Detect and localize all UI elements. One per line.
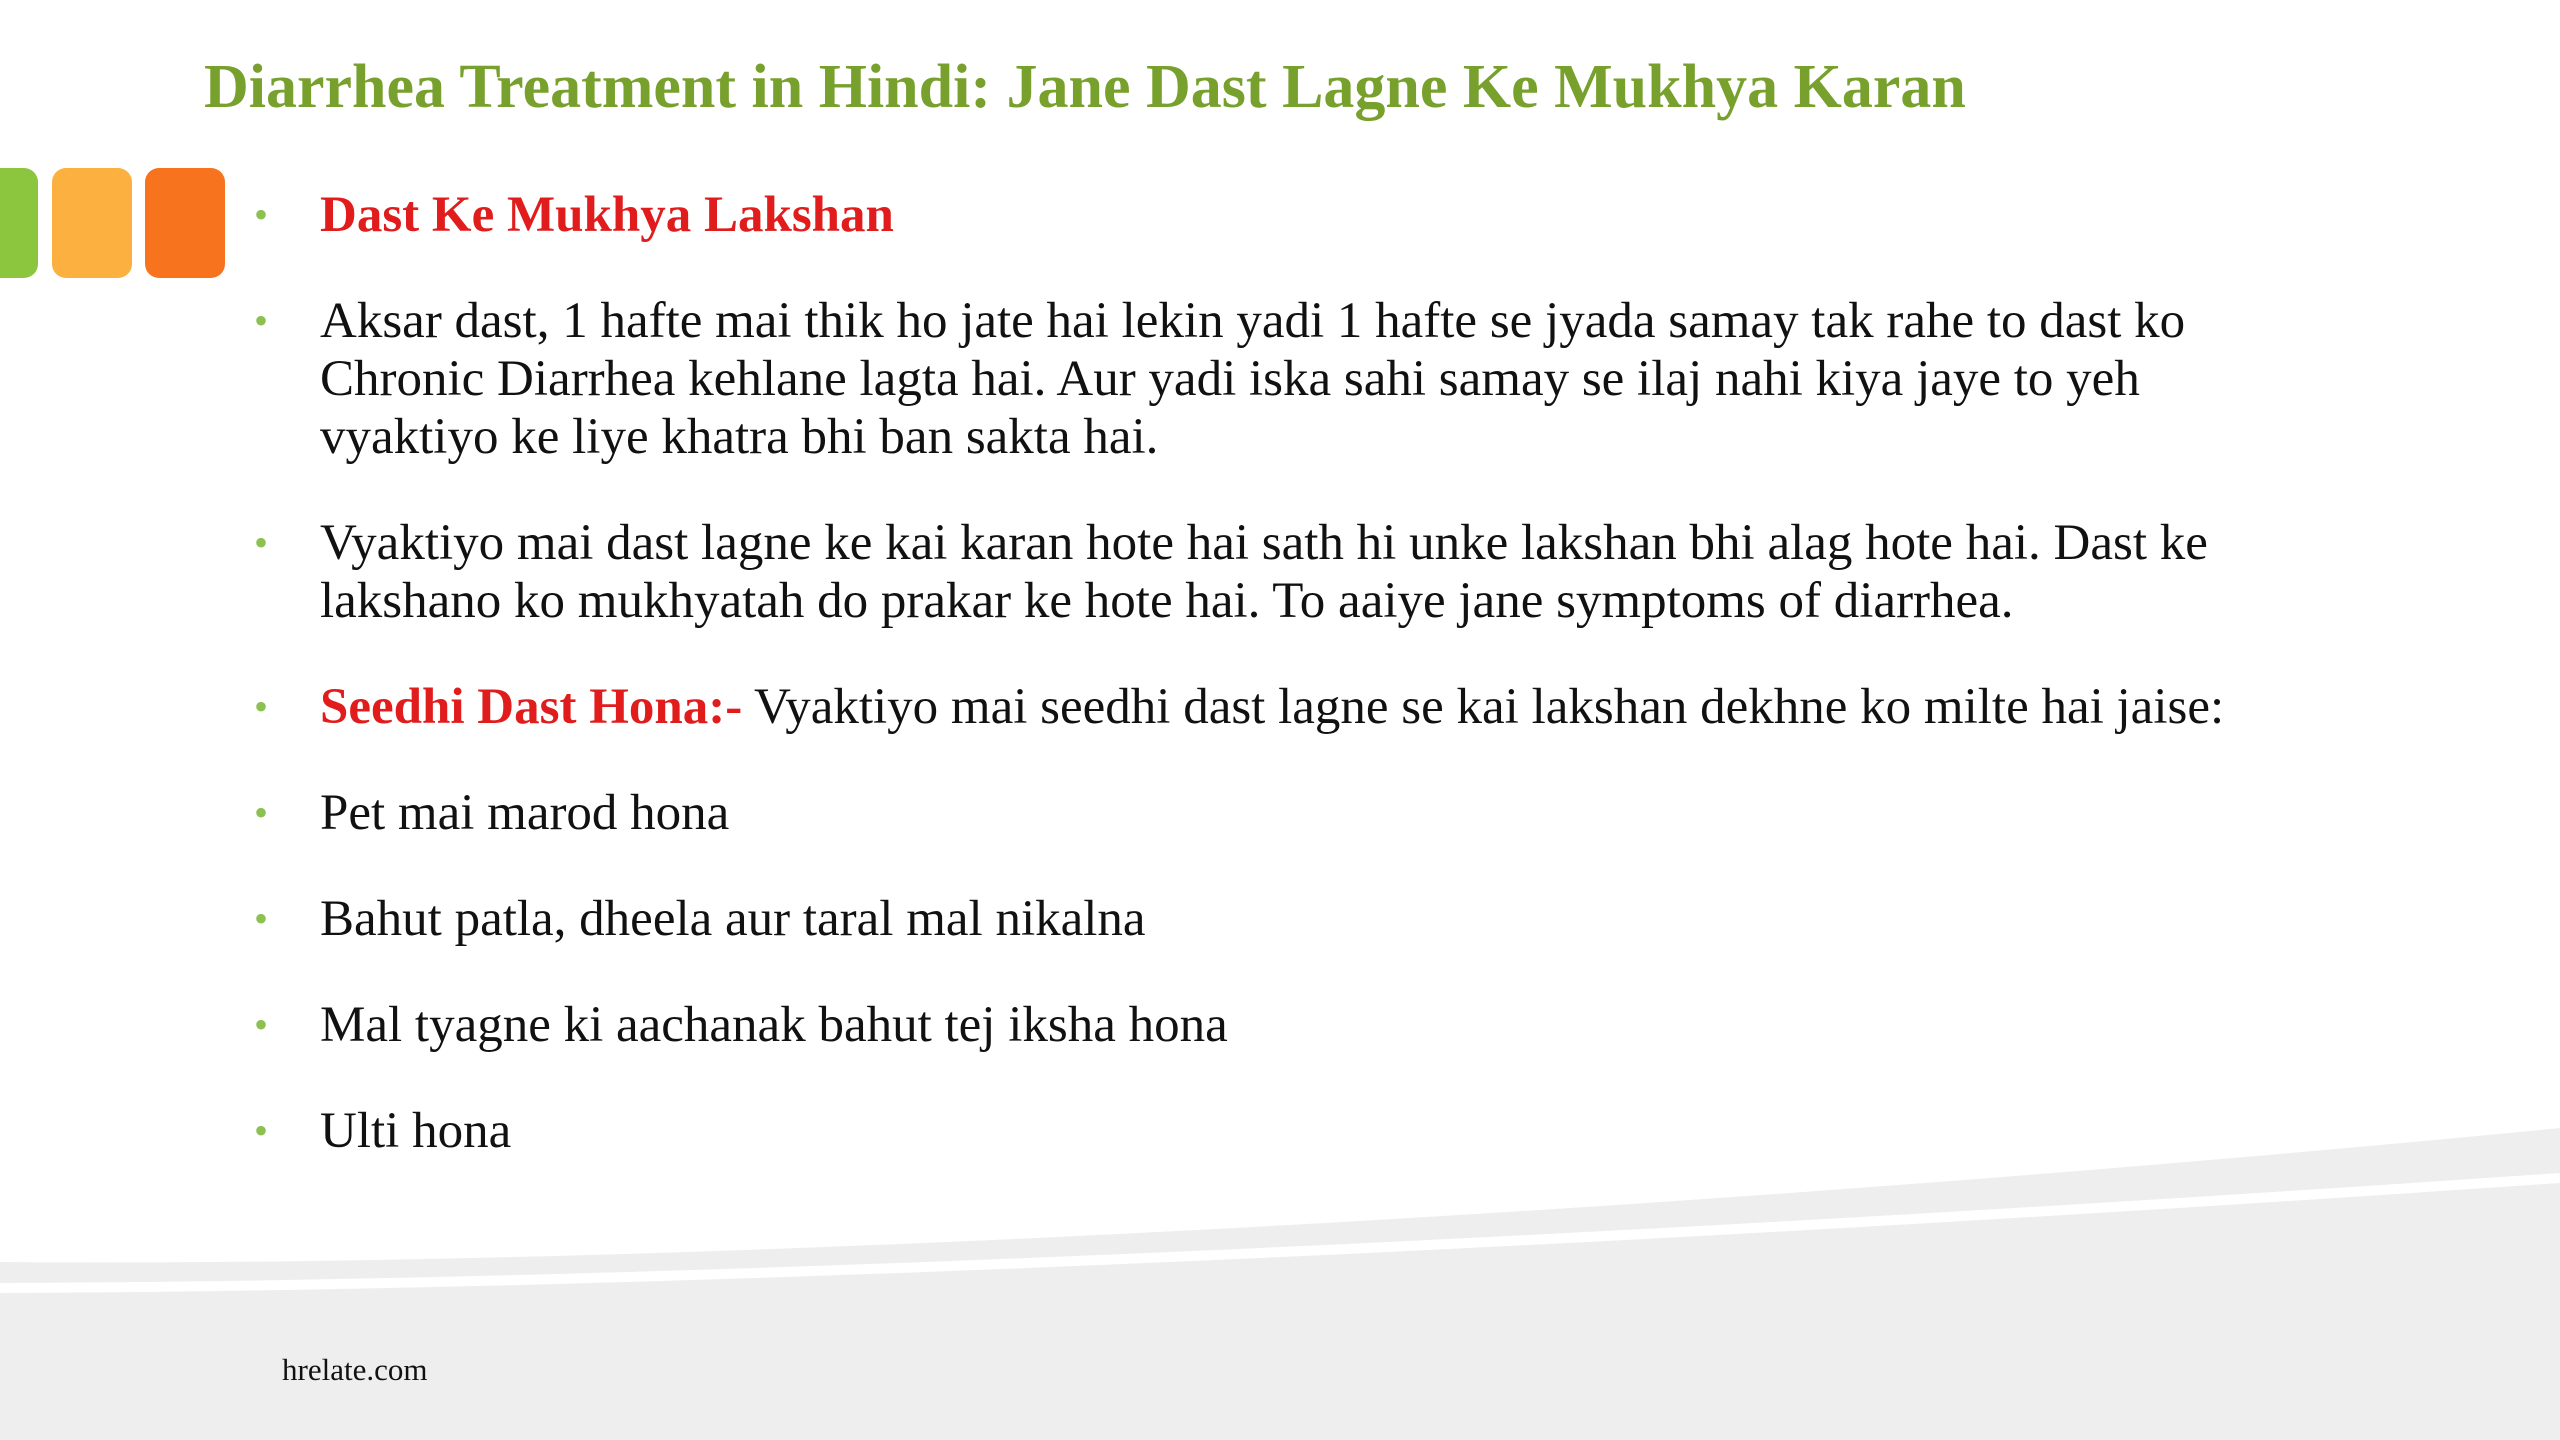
bullet-dot-icon: • (254, 1108, 269, 1153)
bullet-text: Mal tyagne ki aachanak bahut tej iksha hona (320, 997, 1228, 1053)
bullet-item (250, 996, 2310, 1054)
bullet-highlight: Seedhi Dast Hona:- (320, 679, 743, 735)
accent-block-orange (145, 168, 225, 278)
bullet-text: Vyaktiyo mai dast lagne ke kai karan hote hai sath hi unke lakshan bhi alag hote hai. Dast ke lakshano ko mukhyatah do prakar ke hote hai. To aaiye jane symptoms of diarrhea. (320, 515, 2208, 629)
bullet-dot-icon: • (254, 298, 269, 343)
bullet-dot-icon: • (254, 896, 269, 941)
bullet-dot-icon: • (254, 520, 269, 565)
bullet-item (250, 678, 2310, 736)
bullet-highlight: Dast Ke Mukhya Lakshan (320, 187, 894, 243)
bullet-dot-icon: • (254, 790, 269, 835)
slide-title: Diarrhea Treatment in Hindi: Jane Dast Lagne Ke Mukhya Karan (204, 53, 1966, 121)
footer-source: hrelate.com (282, 1352, 428, 1387)
bullet-text: Vyaktiyo mai seedhi dast lagne se kai lakshan dekhne ko milte hai jaise: (742, 679, 2225, 735)
bullet-list (250, 186, 2310, 1160)
bullet-dot-icon: • (254, 192, 269, 237)
bullet-item (250, 514, 2310, 630)
bullet-text: Pet mai marod hona (320, 785, 730, 841)
accent-block-green (0, 168, 38, 278)
bullet-item (250, 186, 2310, 244)
bullet-item (250, 292, 2310, 466)
bullet-item (250, 784, 2310, 842)
bullet-dot-icon: • (254, 1002, 269, 1047)
bullet-dot-icon: • (254, 684, 269, 729)
bullet-item (250, 1102, 2310, 1160)
bullet-text: Bahut patla, dheela aur taral mal nikalna (320, 891, 1146, 947)
accent-block-yellow (52, 168, 132, 278)
bullet-text: Aksar dast, 1 hafte mai thik ho jate hai lekin yadi 1 hafte se jyada samay tak rahe to dast ko Chronic Diarrhea kehlane lagta hai. Aur yadi iska sahi samay se ilaj nahi kiya jaye to yeh vyaktiyo ke liye khatra bhi ban sakta hai. (320, 293, 2186, 465)
bullet-item (250, 890, 2310, 948)
bullet-text: Ulti hona (320, 1103, 512, 1159)
